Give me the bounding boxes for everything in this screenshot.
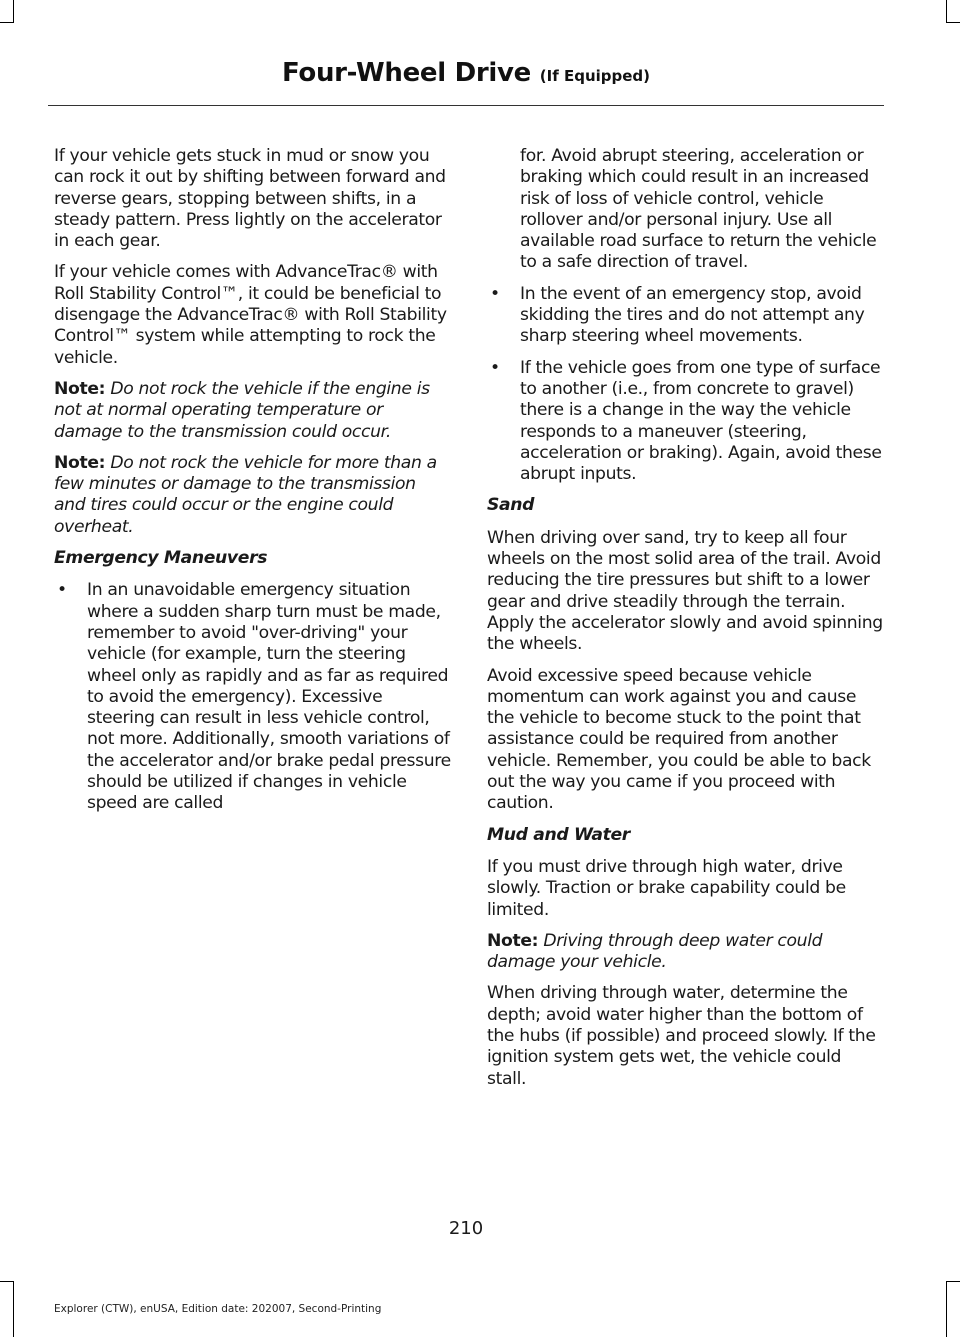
paragraph-rocking-vehicle: If your vehicle gets stuck in mud or snow you can rock it out by shifting between forward and reverse gears, stopping between shifts, in a steady pattern. Press lightly on the accelerator in each gear. (54, 146, 446, 252)
note-engine-overheat (54, 453, 452, 538)
list-item-text: In an unavoidable emergency situation where a sudden sharp turn must be made, remember to avoid "over-driving" your vehicle (for example, turn the steering wheel only as rapidly and as far as required to avoid the emergency). Excessive steering can result in less vehicle control, not more. Additionally, smooth variations of the accelerator and/or brake pedal pressure should be utilized if changes in vehicle speed are called (87, 580, 451, 814)
note-label: Note: (487, 930, 539, 951)
crop-mark-bottom-right (946, 1282, 947, 1337)
crop-mark-top-left (13, 0, 14, 22)
emergency-bullet-list-continued (487, 284, 885, 486)
crop-mark-top-left-horizontal (0, 22, 14, 23)
bullet-marker: • (57, 580, 67, 601)
paragraph-water-depth: When driving through water, determine the depth; avoid water higher than the bottom of the hubs (if possible) and proceed slowly. If the ignition system gets wet, the vehicle could stall. (487, 983, 876, 1089)
list-item (54, 580, 452, 814)
list-item (487, 358, 885, 486)
left-column (54, 146, 452, 825)
emergency-bullet-list (54, 580, 452, 814)
paragraph-sand-driving: When driving over sand, try to keep all four wheels on the most solid area of the trail. Avoid reducing the tire pressures but shift to a lower gear and drive steadily through the terrain. Apply the accelerator slowly and avoid spinning the wheels. (487, 527, 883, 655)
heading-mud-and-water: Mud and Water (487, 824, 630, 845)
edition-footer: Explorer (CTW), enUSA, Edition date: 202007, Second-Printing (54, 1303, 382, 1315)
paragraph-high-water: If you must drive through high water, drive slowly. Traction or brake capability could be limited. (487, 856, 846, 920)
crop-mark-bottom-left (13, 1282, 14, 1337)
paragraph-advancetrac: If your vehicle comes with AdvanceTrac® with Roll Stability Control™, it could be beneficial to disengage the AdvanceTrac® with Roll Stability Control™ system while attempting to rock the vehicle. (54, 262, 447, 368)
note-engine-temperature (54, 379, 452, 443)
paragraph-sand-speed: Avoid excessive speed because vehicle momentum can work against you and cause the vehicle to become stuck to the point that assistance could be required from another vehicle. Remember, you could be able to back out the way you came if you proceed with caution. (487, 665, 871, 814)
list-item (487, 284, 885, 348)
page-title (0, 58, 932, 88)
note-text: Do not rock the vehicle for more than a few minutes or damage to the transmission and tires could occur or the engine could overheat. (54, 452, 437, 537)
header-divider (48, 105, 884, 106)
heading-emergency-maneuvers: Emergency Maneuvers (54, 548, 268, 569)
list-item-text: If the vehicle goes from one type of surface to another (i.e., from concrete to gravel) there is a change in the way the vehicle responds to a maneuver (steering, acceleration or braking). Again, avoid these abrupt inputs. (520, 357, 882, 485)
page-title-main: Four-Wheel Drive (281, 58, 532, 88)
bullet-marker: • (490, 283, 500, 304)
crop-mark-bottom-right-horizontal (946, 1281, 960, 1282)
note-label: Note: (54, 452, 106, 473)
note-text: Do not rock the vehicle if the engine is not at normal operating temperature or damage to the transmission could occur. (54, 378, 430, 442)
note-text: Driving through deep water could damage your vehicle. (487, 930, 823, 973)
list-item-text: In the event of an emergency stop, avoid skidding the tires and do not attempt any sharp steering wheel movements. (520, 283, 865, 347)
page-title-suffix: (If Equipped) (539, 67, 651, 85)
crop-mark-top-right (946, 0, 947, 22)
heading-sand: Sand (487, 495, 535, 516)
crop-mark-bottom-left-horizontal (0, 1281, 14, 1282)
page-number: 210 (448, 1218, 484, 1239)
bullet-marker: • (490, 357, 500, 378)
note-label: Note: (54, 378, 106, 399)
right-column (487, 146, 885, 1100)
list-item-continued-text: for. Avoid abrupt steering, acceleration or braking which could result in an increased risk of loss of vehicle control, vehicle rollover and/or personal injury. Use all available road surface to return the vehicle to a safe direction of travel. (520, 146, 877, 273)
crop-mark-top-right-horizontal (946, 22, 960, 23)
note-deep-water (487, 931, 885, 974)
